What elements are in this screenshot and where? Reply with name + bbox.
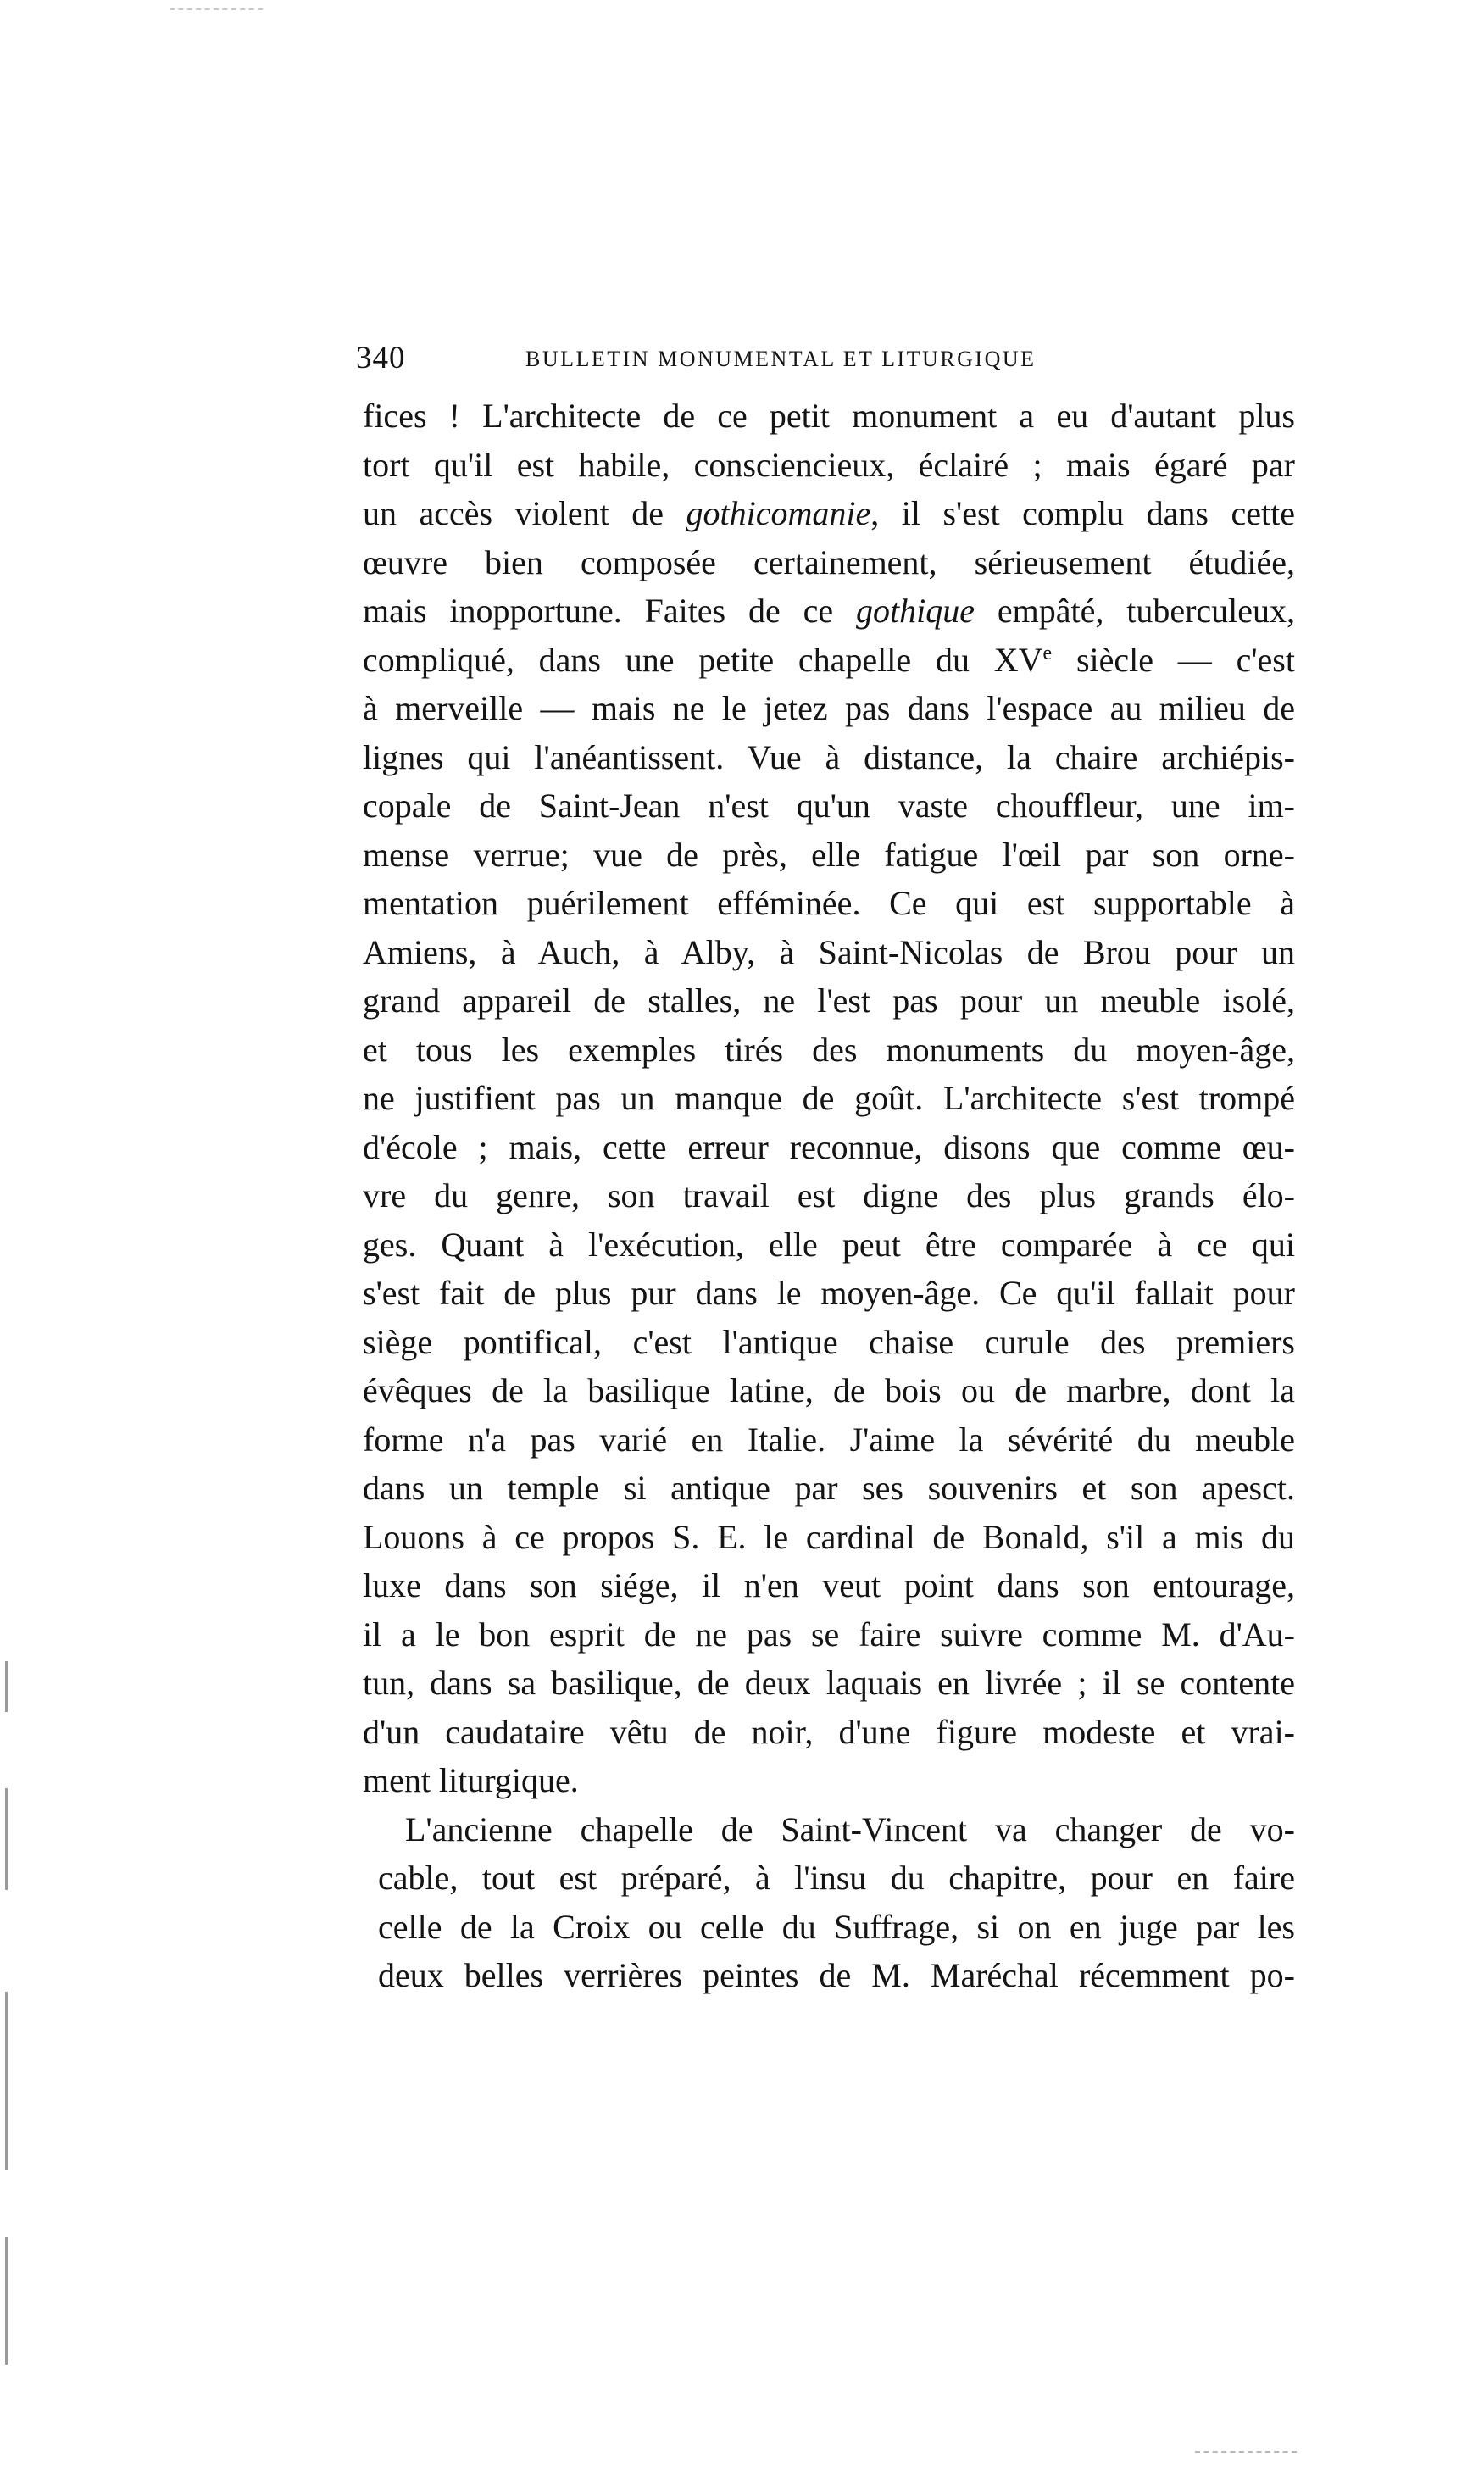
text-line: forme n'a pas varié en Italie. J'aime la sévérité du meuble bbox=[363, 1420, 1295, 1459]
text-line: fices ! L'architecte de ce petit monument a eu d'autant plus bbox=[363, 397, 1295, 435]
binding-edge-mark bbox=[5, 1661, 8, 1712]
text-line: Louons à ce propos S. E. le cardinal de Bonald, s'il a mis du bbox=[363, 1517, 1295, 1556]
text-line: compliqué, dans une petite chapelle du XVe siècle — c'est bbox=[363, 640, 1295, 679]
text-line: il a le bon esprit de ne pas se faire suivre comme M. d'Au- bbox=[363, 1615, 1295, 1654]
scan-speck-top bbox=[170, 8, 263, 12]
text-line: mais inopportune. Faites de ce gothique empâté, tuberculeux, bbox=[363, 592, 1296, 630]
italic-term: gothique bbox=[856, 592, 975, 630]
text-line: cable, tout est préparé, à l'insu du chapitre, pour en faire bbox=[378, 1859, 1295, 1897]
superscript: e bbox=[1042, 642, 1053, 664]
page-number: 340 bbox=[356, 341, 406, 375]
text-line: siège pontifical, c'est l'antique chaise curule des premiers bbox=[363, 1322, 1295, 1361]
text-line: évêques de la basilique latine, de bois ou de marbre, dont la bbox=[363, 1371, 1295, 1409]
scan-speck-bottom bbox=[1195, 2451, 1297, 2454]
text-line: vre du genre, son travail est digne des plus grands élo- bbox=[363, 1176, 1295, 1214]
text-line: deux belles verrières peintes de M. Maréchal récemment po- bbox=[378, 1956, 1295, 1994]
italic-term: gothicomanie bbox=[686, 494, 871, 532]
text-line: mense verrue; vue de près, elle fatigue l'œil par son orne- bbox=[363, 835, 1295, 874]
text-line: tun, dans sa basilique, de deux laquais en livrée ; il se contente bbox=[363, 1664, 1295, 1702]
text-line: ges. Quant à l'exécution, elle peut être comparée à ce qui bbox=[363, 1225, 1295, 1264]
running-head: BULLETIN MONUMENTAL ET LITURGIQUE bbox=[525, 347, 1037, 371]
text-line: ment liturgique. bbox=[363, 1761, 579, 1799]
page-header bbox=[356, 337, 1297, 380]
text-line: œuvre bien composée certainement, sérieusement étudiée, bbox=[363, 542, 1295, 581]
text-line: lignes qui l'anéantissent. Vue à distance, la chaire archiépis- bbox=[363, 737, 1295, 776]
text-line: s'est fait de plus pur dans le moyen-âge. Ce qu'il fallait pour bbox=[363, 1274, 1295, 1312]
text-line: grand appareil de stalles, ne l'est pas pour un meuble isolé, bbox=[363, 981, 1295, 1020]
text-line: d'un caudataire vêtu de noir, d'une figure modeste et vrai- bbox=[363, 1712, 1295, 1751]
text-line: à merveille — mais ne le jetez pas dans l'espace au milieu de bbox=[363, 689, 1295, 727]
text-line: luxe dans son siége, il n'en veut point dans son entourage, bbox=[363, 1566, 1295, 1604]
text-line: dans un temple si antique par ses souvenirs et son apesct. bbox=[363, 1469, 1295, 1507]
text-line: copale de Saint-Jean n'est qu'un vaste chouffleur, une im- bbox=[363, 786, 1295, 825]
paragraph-first-line: L'ancienne chapelle de Saint-Vincent va changer de vo- bbox=[405, 1809, 1295, 1848]
binding-edge-mark bbox=[5, 2237, 8, 2365]
text-line: tort qu'il est habile, consciencieux, éclairé ; mais égaré par bbox=[363, 445, 1295, 484]
text-line: et tous les exemples tirés des monuments du moyen-âge, bbox=[363, 1030, 1295, 1069]
text-line: Amiens, à Auch, à Alby, à Saint-Nicolas de Brou pour un bbox=[363, 932, 1295, 971]
text-line: ne justifient pas un manque de goût. L'architecte s'est trompé bbox=[363, 1079, 1295, 1117]
body-text bbox=[363, 392, 1295, 2000]
text-line: d'école ; mais, cette erreur reconnue, disons que comme œu- bbox=[363, 1127, 1295, 1166]
text-line: mentation puérilement efféminée. Ce qui est supportable à bbox=[363, 884, 1295, 922]
binding-edge-mark bbox=[5, 1992, 8, 2170]
binding-edge-mark bbox=[5, 1788, 8, 1890]
text-line: celle de la Croix ou celle du Suffrage, si on en juge par les bbox=[378, 1907, 1295, 1946]
text-line: un accès violent de gothicomanie, il s'est complu dans cette bbox=[363, 494, 1295, 532]
